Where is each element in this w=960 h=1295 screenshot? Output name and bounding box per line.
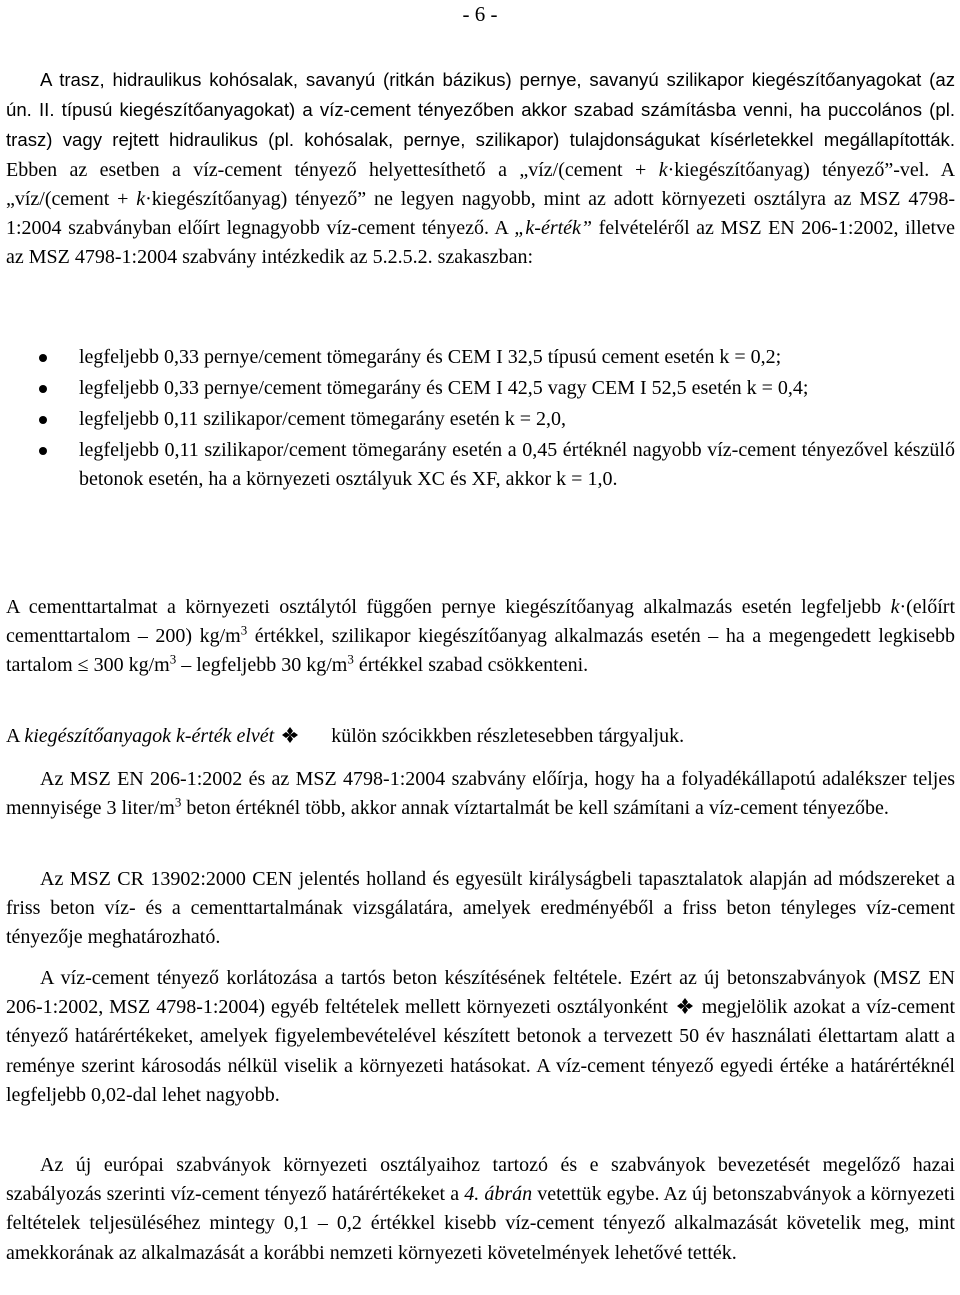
paragraph-k-value-principle: A kiegészítőanyagok k-érték elvét külön szócikkben részletesebben tárgyaljuk. (6, 725, 685, 747)
k-value-list (0, 343, 955, 496)
intro-sentence-sans: A trasz, hidraulikus kohósalak, savanyú (ritkán bázikus) pernye, savanyú szilikapor kiegészítőanyagokat (az ún. II. típusú kiegészítőanyagokat) a víz-cement tényezőben akkor szabad számításba venni, ha puccolános (pl. trasz) vagy rejtett hidraulikus (pl. kohósalak, pernye, szilikapor) tulajdonságukat kísérletekkel megállapították. (6, 69, 955, 151)
paragraph-cement-content: A cementtartalmat a környezeti osztálytól függően pernye kiegészítőanyag alkalmazás esetén legfeljebb k·(előírt cementtartalom – 200) $kg/m^3$ értékkel, szilikapor kiegészítőanyag alkalmazás esetén – ha a megengedett legkisebb tartalom ≤ 300 $kg/m^3$ – legfeljebb 30 $kg/m^3$ értékkel szabad csökkenteni. (6, 596, 955, 677)
intro-s2a: Ebben az esetben a víz-cement tényező helyettesíthető a „víz/(cement + (6, 158, 659, 181)
k-symbol: k (136, 187, 146, 210)
bullet-icon (39, 416, 47, 424)
paragraph-cen-report: Az MSZ CR 13902:2000 CEN jelentés holland és egyesült királyságbeli tapasztalatok alapján ad módszereket a friss beton víz- és a cementtartalmának vizsgálatára, amelyek eredményéből a friss beton tényleges víz-cement tényezője meghatározható. (6, 868, 955, 949)
k-symbol: k (890, 596, 900, 618)
intro-s2c: ·kiegészítőanyag) tényező” ne legyen nagyobb, mint az adott környezeti osztályra az MSZ 4798-1:2004 szabványban előírt legnagyobb víz-cement tényező. A (6, 187, 955, 240)
diamond-bullet-icon (676, 997, 694, 1015)
bullet-icon (39, 447, 47, 455)
intro-s2b: ·kiegészítőanyag) tényező”-vel. A „víz/(cement + (6, 158, 956, 210)
list-item: legfeljebb 0,11 szilikapor/cement tömegarány esetén k = 2,0, (0, 405, 955, 434)
list-item: legfeljebb 0,11 szilikapor/cement tömegarány esetén a 0,45 értéknél nagyobb víz-cement tényezővel készülő betonok esetén, ha a környezeti osztályuk XC és XF, akkor k = 1,0. (0, 436, 955, 494)
figure-reference[interactable]: 4. ábrán (464, 1183, 533, 1206)
list-item: legfeljebb 0,33 pernye/cement tömegarány és CEM I 42,5 vagy CEM I 52,5 esetén k = 0,4; (0, 374, 955, 403)
list-item: legfeljebb 0,33 pernye/cement tömegarány és CEM I 32,5 típusú cement esetén k = 0,2; (0, 343, 955, 372)
paragraph-admixture: Az MSZ EN 206-1:2002 és az MSZ 4798-1:2004 szabvány előírja, hogy ha a folyadékállapotú adalékszer teljes mennyisége 3 liter/$m^3$ beton értéknél több, akkor annak víztartalmát be kell számítani a víz-cement tényezőbe. (6, 768, 955, 820)
paragraph-intro (6, 65, 955, 272)
k-symbol: k (658, 158, 668, 181)
bullet-icon (39, 354, 47, 362)
paragraph-limit-values: A víz-cement tényező korlátozása a tartós beton készítésének feltétele. Ezért az új betonszabványok (MSZ EN 206-1:2002, MSZ 4798-1:2004) egyéb feltételek mellett környezeti osztályonként megjelölik azokat a víz-cement tényező határértékeket, amelyek figyelembevételével készített betonok a tervezett 50 év használati élettartam alatt a reménye szerint károsodás nélkül viselik a környezeti hatásokat. A víz-cement tényező egyedi értéke a határértéknél legfeljebb 0,02-dal lehet nagyobb. (6, 967, 956, 1106)
page-number: - 6 - (462, 2, 498, 26)
paragraph-european-standards: Az új európai szabványok környezeti osztályaihoz tartozó és e szabványok bevezetését megelőző hazai szabályozás szerinti víz-cement tényező határértékeket a 4. ábrán vetettük egybe. Az új betonszabványok a környezeti feltételek teljesüléséhez mintegy 0,1 – 0,2 értékkel kisebb víz-cement tényező alkalmazását követelik meg, mint amekkorának az alkalmazását a korábbi nemzeti környezeti követelmények lehetővé tették. (6, 1154, 955, 1264)
k-value-term: „k-érték” (514, 217, 593, 240)
k-value-principle-link[interactable]: kiegészítőanyagok k-érték elvét (24, 725, 275, 747)
bullet-icon (39, 385, 47, 393)
diamond-bullet-icon (281, 726, 299, 744)
intro-s2d: felvételéről az MSZ EN 206-1:2002, illetve az MSZ 4798-1:2004 szabvány intézkedik az 5.2.5.2. szakaszban: (6, 217, 955, 269)
